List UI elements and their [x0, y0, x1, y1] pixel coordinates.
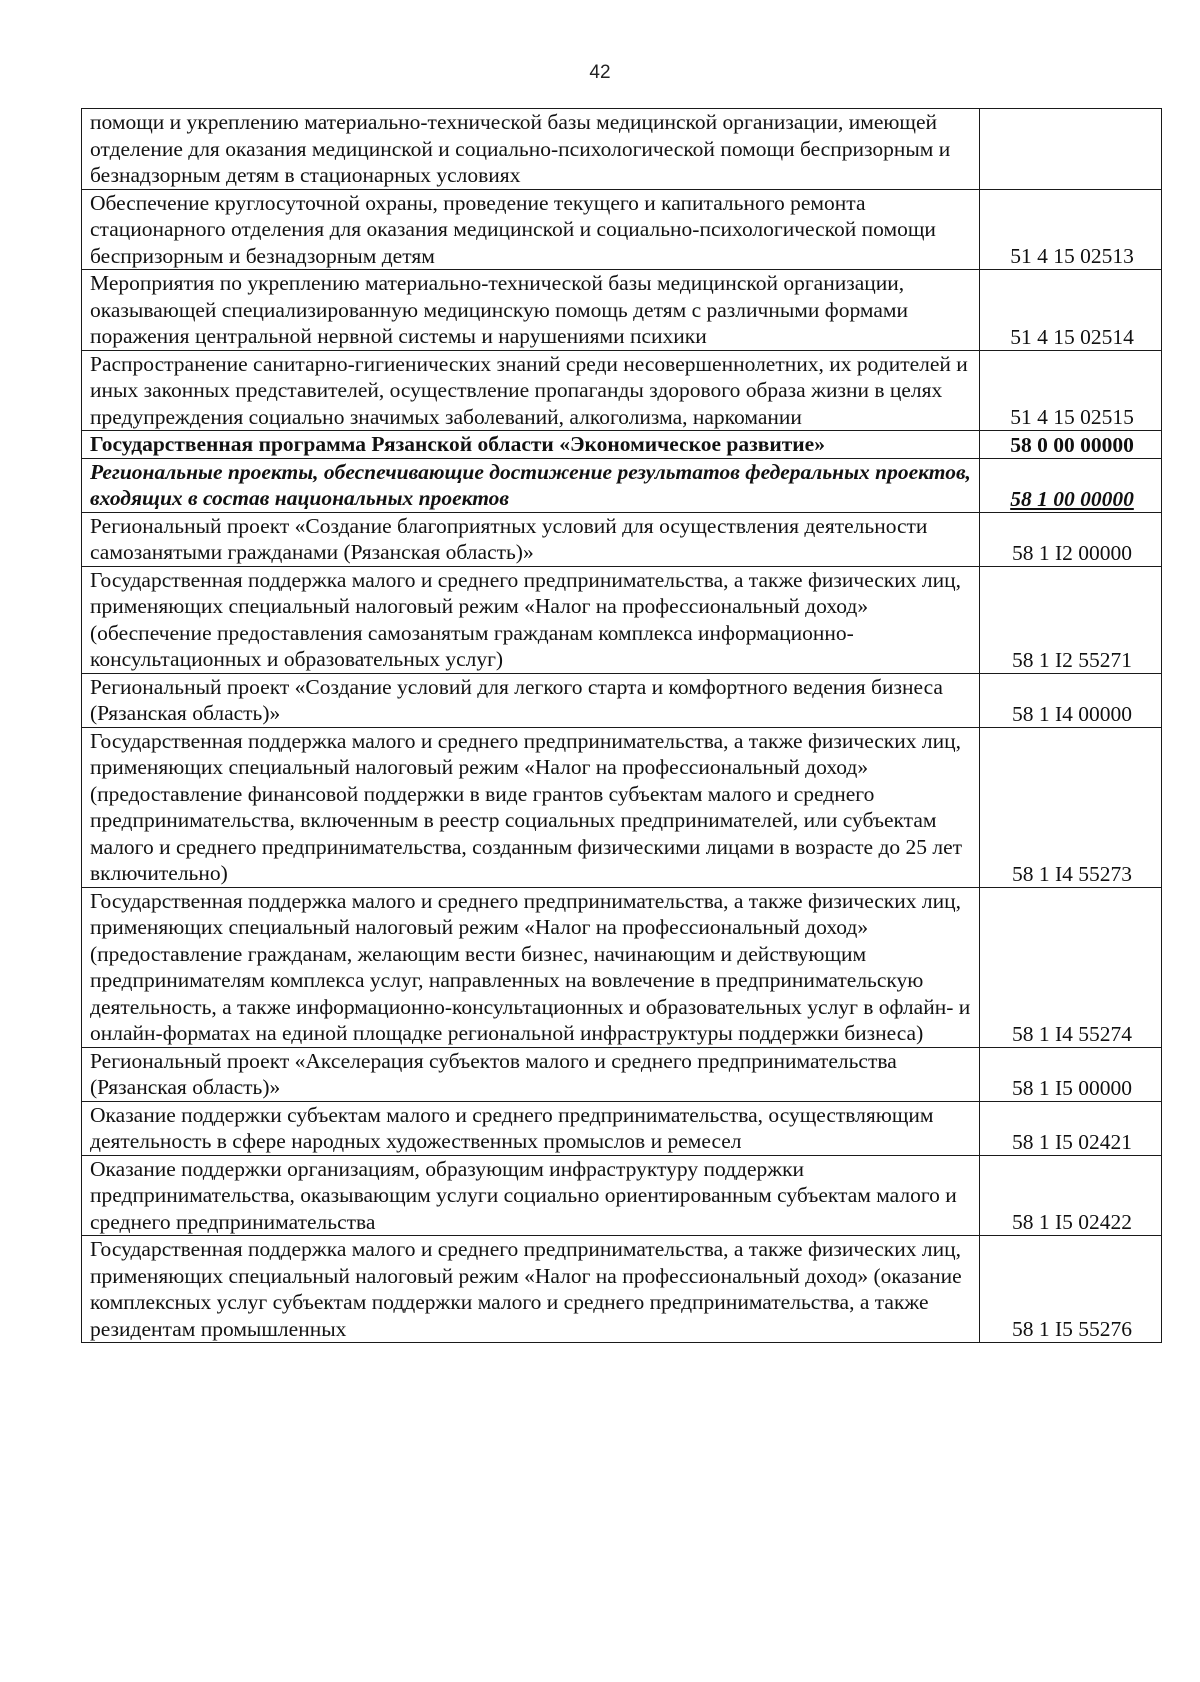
row-classification-code: 51 4 15 02515	[980, 350, 1162, 431]
row-description: Мероприятия по укреплению материально-технической базы медицинской организации, оказывающей специализированную медицинскую помощь детям с различными формами поражения центральной нервной системы и нарушениями психики	[82, 270, 980, 351]
row-classification-code: 58 1 I4 00000	[980, 673, 1162, 727]
table-row	[82, 270, 1162, 351]
row-description: Государственная поддержка малого и среднего предпринимательства, а также физических лиц, применяющих специальный налоговый режим «Налог на профессиональный доход» (обеспечение предоставления самозанятым гражданам комплекса информационно-консультационных и образовательных услуг)	[82, 566, 980, 673]
table-row	[82, 109, 1162, 190]
table-row	[82, 1047, 1162, 1101]
row-classification-code	[980, 109, 1162, 190]
table-row	[82, 673, 1162, 727]
row-classification-code: 58 1 I2 55271	[980, 566, 1162, 673]
table-body	[82, 109, 1162, 1343]
row-classification-code: 58 1 I5 02422	[980, 1155, 1162, 1236]
table-row	[82, 512, 1162, 566]
row-description: Оказание поддержки субъектам малого и среднего предпринимательства, осуществляющим деятельность в сфере народных художественных промыслов и ремесел	[82, 1101, 980, 1155]
row-classification-code: 58 1 I5 55276	[980, 1236, 1162, 1343]
row-description: Региональный проект «Создание условий для легкого старта и комфортного ведения бизнеса (Рязанская область)»	[82, 673, 980, 727]
table-row	[82, 189, 1162, 270]
row-description: Обеспечение круглосуточной охраны, проведение текущего и капитального ремонта стационарного отделения для оказания медицинской и социально-психологической помощи беспризорным и безнадзорным детям	[82, 189, 980, 270]
table-row	[82, 458, 1162, 512]
row-description: Государственная поддержка малого и среднего предпринимательства, а также физических лиц, применяющих специальный налоговый режим «Налог на профессиональный доход» (предоставление гражданам, желающим вести бизнес, начинающим и действующим предпринимателям комплекса услуг, направленных на вовлечение в предпринимательскую деятельность, а также информационно-консультационных и образовательных услуг в офлайн- и онлайн-форматах на единой площадке региональной инфраструктуры поддержки бизнеса)	[82, 887, 980, 1047]
table-row	[82, 887, 1162, 1047]
row-description: Государственная поддержка малого и среднего предпринимательства, а также физических лиц, применяющих специальный налоговый режим «Налог на профессиональный доход» (предоставление финансовой поддержки в виде грантов субъектам малого и среднего предпринимательства, включенным в реестр социальных предпринимателей, или субъектам малого и среднего предпринимательства, созданным физическими лицами в возрасте до 25 лет включительно)	[82, 727, 980, 887]
row-classification-code: 58 1 00 00000	[980, 458, 1162, 512]
table-row	[82, 1101, 1162, 1155]
table-row	[82, 1236, 1162, 1343]
row-classification-code: 51 4 15 02514	[980, 270, 1162, 351]
row-description: Региональные проекты, обеспечивающие достижение результатов федеральных проектов, входящих в состав национальных проектов	[82, 458, 980, 512]
row-classification-code: 58 1 I2 00000	[980, 512, 1162, 566]
page-number: 42	[589, 62, 611, 83]
row-description: Распространение санитарно-гигиенических знаний среди несовершеннолетних, их родителей и иных законных представителей, осуществление пропаганды здорового образа жизни в целях предупреждения социально значимых заболеваний, алкоголизма, наркомании	[82, 350, 980, 431]
row-description: Государственная программа Рязанской области «Экономическое развитие»	[82, 431, 980, 459]
table-row	[82, 1155, 1162, 1236]
row-description: Государственная поддержка малого и среднего предпринимательства, а также физических лиц, применяющих специальный налоговый режим «Налог на профессиональный доход» (оказание комплексных услуг субъектам поддержки малого и среднего предпринимательства, а также резидентам промышленных	[82, 1236, 980, 1343]
row-classification-code: 51 4 15 02513	[980, 189, 1162, 270]
row-classification-code: 58 1 I5 02421	[980, 1101, 1162, 1155]
row-description: Региональный проект «Акселерация субъектов малого и среднего предпринимательства (Рязанская область)»	[82, 1047, 980, 1101]
table-row	[82, 350, 1162, 431]
row-classification-code: 58 1 I4 55274	[980, 887, 1162, 1047]
table-row	[82, 431, 1162, 459]
table-row	[82, 566, 1162, 673]
row-classification-code: 58 1 I5 00000	[980, 1047, 1162, 1101]
table-row	[82, 727, 1162, 887]
row-description: Оказание поддержки организациям, образующим инфраструктуру поддержки предпринимательства, оказывающим услуги социально ориентированным субъектам малого и среднего предпринимательства	[82, 1155, 980, 1236]
row-description: помощи и укреплению материально-технической базы медицинской организации, имеющей отделение для оказания медицинской и социально-психологической помощи беспризорным и безнадзорным детям в стационарных условиях	[82, 109, 980, 190]
row-classification-code: 58 1 I4 55273	[980, 727, 1162, 887]
row-classification-code: 58 0 00 00000	[980, 431, 1162, 459]
row-description: Региональный проект «Создание благоприятных условий для осуществления деятельности самозанятыми гражданами (Рязанская область)»	[82, 512, 980, 566]
budget-classification-table	[81, 108, 1162, 1343]
